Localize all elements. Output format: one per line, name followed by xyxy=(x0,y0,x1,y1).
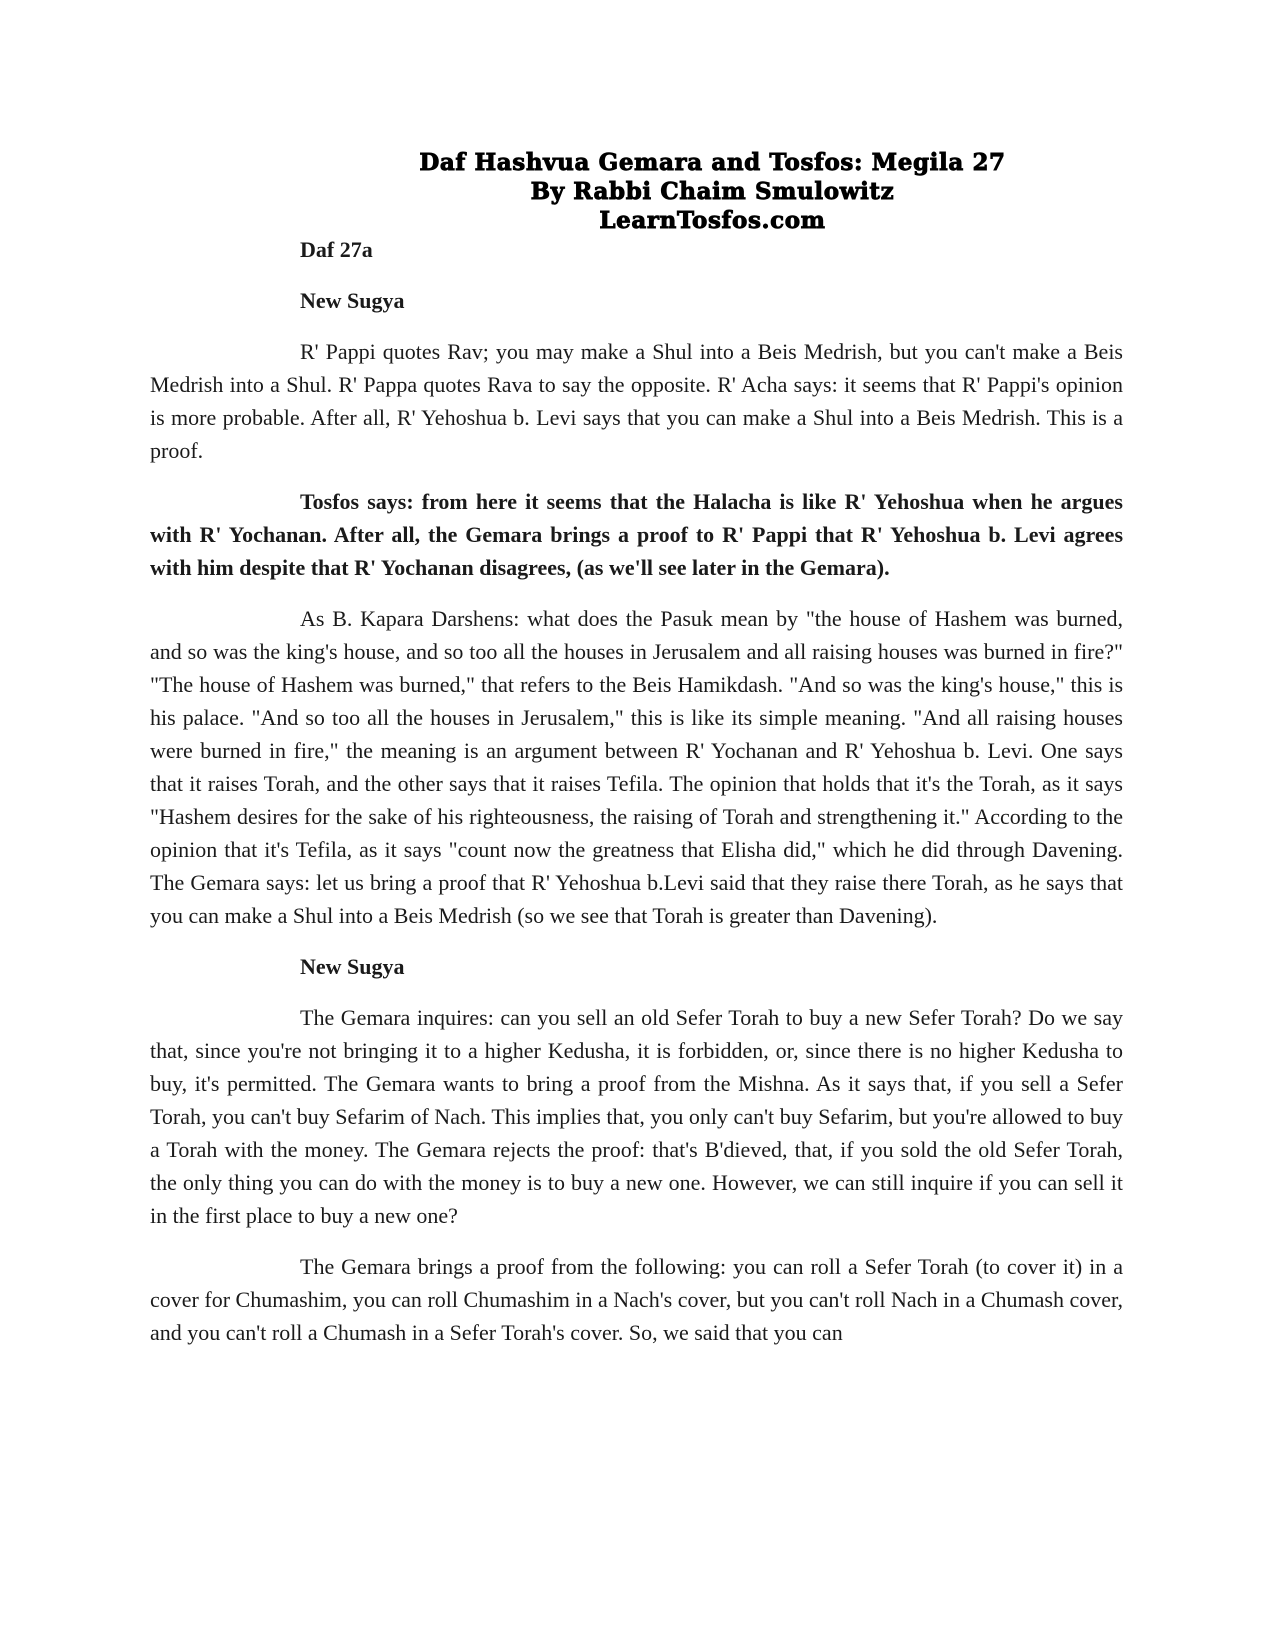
header-title: Daf Hashvua Gemara and Tosfos: Megila 27 xyxy=(419,149,1006,176)
header-author: By Rabbi Chaim Smulowitz xyxy=(530,178,895,205)
section-heading-new-sugya-1: New Sugya xyxy=(300,288,405,313)
daf-label: Daf 27a xyxy=(300,237,373,262)
paragraph-roll-sefer-torah: The Gemara brings a proof from the following: you can roll a Sefer Torah (to cover it) in a cover for Chumashim, you can roll Chumashim in a Nach's cover, but you can't roll Nach in a Chumash cover, and you can't roll a Chumash in a Sefer Torah's cover. So, we said that you can xyxy=(150,1254,1123,1345)
paragraph-pappi-quotes-rav: R' Pappi quotes Rav; you may make a Shul into a Beis Medrish, but you can't make a Beis Medrish into a Shul. R' Pappa quotes Rava to say the opposite. R' Acha says: it seems that R' Pappi's opinion is more probable. After all, R' Yehoshua b. Levi says that you can make a Shul into a Beis Medrish. This is a proof. xyxy=(150,339,1123,463)
document-body xyxy=(150,233,1123,1367)
paragraph-tosfos: Tosfos says: from here it seems that the Halacha is like R' Yehoshua when he argues with R' Yochanan. After all, the Gemara brings a proof to R' Pappi that R' Yehoshua b. Levi agrees with him despite that R' Yochanan disagrees, (as we'll see later in the Gemara). xyxy=(150,489,1123,580)
document-header xyxy=(150,148,1275,235)
paragraph-kapara-darshens: As B. Kapara Darshens: what does the Pasuk mean by "the house of Hashem was burned, and so was the king's house, and so too all the houses in Jerusalem and all raising houses was burned in fire?" "The house of Hashem was burned," that refers to the Beis Hamikdash. "And so was the king's house," this is his palace. "And so too all the houses in Jerusalem," this is like its simple meaning. "And all raising houses were burned in fire," the meaning is an argument between R' Yochanan and R' Yehoshua b. Levi. One says that it raises Torah, and the other says that it raises Tefila. The opinion that holds that it's the Torah, as it says "Hashem desires for the sake of his righteousness, the raising of Torah and strengthening it." According to the opinion that it's Tefila, as it says "count now the greatness that Elisha did," which he did through Davening. The Gemara says: let us bring a proof that R' Yehoshua b.Levi said that they raise there Torah, as he says that you can make a Shul into a Beis Medrish (so we see that Torah is greater than Davening). xyxy=(150,606,1123,928)
header-website: LearnTosfos.com xyxy=(599,207,826,234)
section-heading-new-sugya-2: New Sugya xyxy=(300,954,405,979)
paragraph-sell-sefer-torah: The Gemara inquires: can you sell an old Sefer Torah to buy a new Sefer Torah? Do we say that, since you're not bringing it to a higher Kedusha, it is forbidden, or, since there is no higher Kedusha to buy, it's permitted. The Gemara wants to bring a proof from the Mishna. As it says that, if you sell a Sefer Torah, you can't buy Sefarim of Nach. This implies that, you only can't buy Sefarim, but you're allowed to buy a Torah with the money. The Gemara rejects the proof: that's B'dieved, that, if you sold the old Sefer Torah, the only thing you can do with the money is to buy a new one. However, we can still inquire if you can sell it in the first place to buy a new one? xyxy=(150,1005,1123,1228)
